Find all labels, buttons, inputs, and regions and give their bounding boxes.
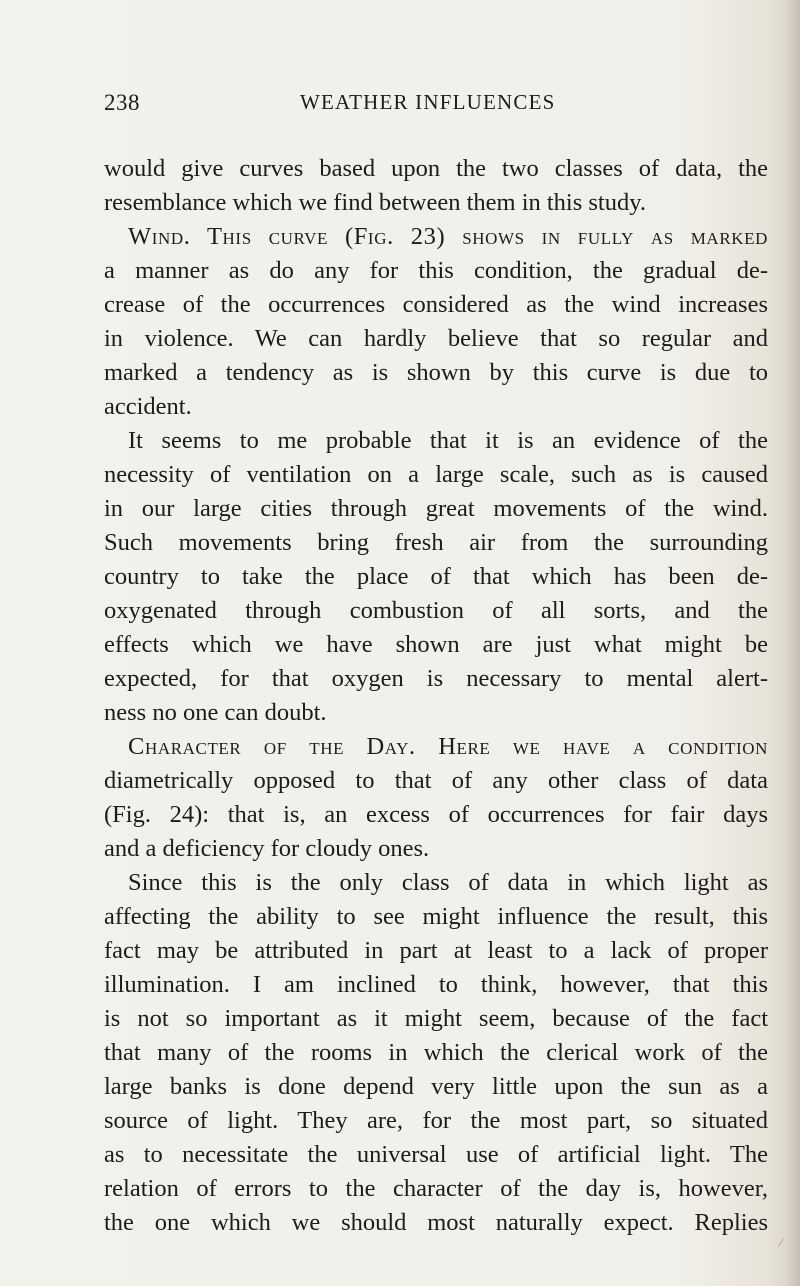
text-line: would give curves based upon the two classes of data, the — [104, 155, 768, 182]
text-line: resemblance which we find between them in this study. — [104, 189, 647, 216]
text-line: Wind. This curve (Fig. 23) shows in fully as marked — [128, 223, 768, 250]
text-line: the one which we should most naturally expect. Replies — [104, 1209, 768, 1236]
text-line: source of light. They are, for the most part, so situated — [104, 1107, 768, 1134]
text-line: oxygenated through combustion of all sorts, and the — [104, 597, 768, 624]
text-line: effects which we have shown are just what might be — [104, 631, 768, 658]
text-line: (Fig. 24): that is, an excess of occurrences for fair days — [104, 801, 768, 828]
text-line: diametrically opposed to that of any other class of data — [104, 767, 768, 794]
text-line: Since this is the only class of data in which light as — [128, 869, 768, 896]
text-line: crease of the occurrences considered as the wind increases — [104, 291, 768, 318]
text-line — [104, 730, 768, 764]
text-line: affecting the ability to see might influence the result, this — [104, 903, 768, 930]
text-line: relation of errors to the character of the day is, however, — [104, 1175, 768, 1202]
page-number: 238 — [104, 90, 140, 115]
body-text — [104, 152, 768, 1240]
text-line: large banks is done depend very little upon the sun as a — [104, 1073, 768, 1100]
text-line: that many of the rooms in which the clerical work of the — [104, 1039, 768, 1066]
text-line: fact may be attributed in part at least to a lack of proper — [104, 937, 768, 964]
section-heading: Character of the Day. Here we have a condition — [128, 733, 768, 760]
text-line: illumination. I am inclined to think, however, that this — [104, 971, 768, 998]
text-line: is not so important as it might seem, because of the fact — [104, 1005, 768, 1032]
text-line: Such movements bring fresh air from the surrounding — [104, 529, 768, 556]
page-header — [104, 84, 768, 124]
page-mark — [778, 1238, 785, 1247]
text-line: ness no one can doubt. — [104, 699, 327, 726]
text-line: in our large cities through great movements of the wind. — [104, 495, 768, 522]
text-line: in violence. We can hardly believe that so regular and — [104, 325, 768, 352]
running-head: WEATHER INFLUENCES — [300, 90, 556, 114]
text-line: as to necessitate the universal use of artificial light. The — [104, 1141, 768, 1168]
text-line: necessity of ventilation on a large scale, such as is caused — [104, 461, 768, 488]
text-line: a manner as do any for this condition, the gradual de- — [104, 257, 768, 284]
text-line: accident. — [104, 393, 192, 420]
text-line: expected, for that oxygen is necessary to mental alert- — [104, 665, 768, 692]
page-edge-shadow — [786, 0, 800, 1286]
text-line: and a deficiency for cloudy ones. — [104, 835, 430, 862]
text-line: marked a tendency as is shown by this curve is due to — [104, 359, 768, 386]
text-line: It seems to me probable that it is an evidence of the — [128, 427, 768, 454]
text-line: country to take the place of that which has been de- — [104, 563, 768, 590]
